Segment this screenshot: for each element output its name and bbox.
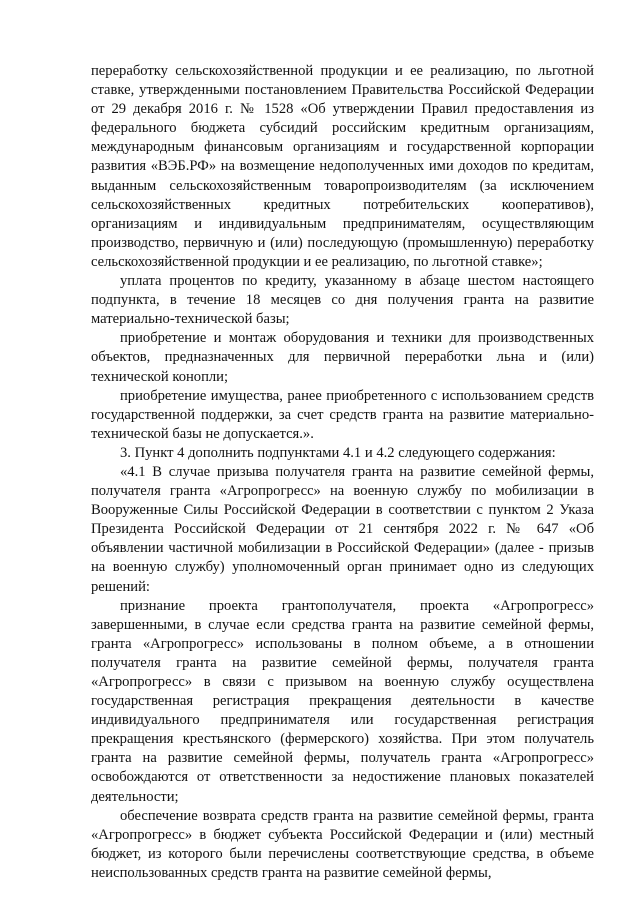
paragraph: 3. Пункт 4 дополнить подпунктами 4.1 и 4.2 следующего содержания: <box>120 444 556 461</box>
paragraph: переработку сельскохозяйственной продукции и ее реализацию, по льготной ставке, утвержденными постановлением Правительства Российской Федерации от 29 декабря 2016 г. № 1528 «Об утверждении Правил предоставления из федерального бюджета субсидий российским кредитным организациям, международным финансовым организациям и государственной корпорации развития «ВЭБ.РФ» на возмещение недополученных ими доходов по кредитам, выданным сельскохозяйственным товаропроизводителям (за исключением сельскохозяйственных кредитных потребительских кооперативов), организациям и индивидуальным предпринимателям, осуществляющим производство, первичную и (или) последующую (промышленную) переработку сельскохозяйственной продукции и ее реализацию, по льготной ставке»; <box>91 63 594 270</box>
paragraph: приобретение имущества, ранее приобретенного с использованием средств государственной поддержки, за счет средств гранта на развитие материально-технической базы не допускается.». <box>91 387 594 442</box>
paragraph: «4.1 В случае призыва получателя гранта на развитие семейной фермы, получателя гранта «Агропрогресс» на военную службу по мобилизации в Вооруженные Силы Российской Федерации в соответствии с пунктом 2 Указа Президента Российской Федерации от 21 сентября 2022 г. № 647 «Об объявлении частичной мобилизации в Российской Федерации» (далее - призыв на военную службу) уполномоченный орган принимает одно из следующих решений: <box>91 463 594 595</box>
paragraph: признание проекта грантополучателя, проекта «Агропрогресс» завершенными, в случае если средства гранта на развитие семейной фермы, гранта «Агропрогресс» использованы в полном объеме, а в отношении получателя гранта на развитие семейной фермы, получателя гранта «Агропрогресс» в связи с призывом на военную службу осуществлена государственная регистрация прекращения деятельности в качестве индивидуального предпринимателя или государственная регистрация прекращения крестьянского (фермерского) хозяйства. При этом получатель гранта на развитие семейной фермы, получатель гранта «Агропрогресс» освобождаются от ответственности за недостижение плановых показателей деятельности; <box>91 597 594 805</box>
document-page <box>91 62 594 883</box>
paragraph: обеспечение возврата средств гранта на развитие семейной фермы, гранта «Агропрогресс» в бюджет субъекта Российской Федерации и (или) местный бюджет, из которого были перечислены соответствующие средства, в объеме неиспользованных средств гранта на развитие семейной фермы, <box>91 807 594 881</box>
paragraph: приобретение и монтаж оборудования и техники для производственных объектов, предназначенных для первичной переработки льна и (или) технической конопли; <box>91 330 594 385</box>
paragraph: уплата процентов по кредиту, указанному в абзаце шестом настоящего подпункта, в течение 18 месяцев со дня получения гранта на развитие материально-технической базы; <box>91 273 594 328</box>
